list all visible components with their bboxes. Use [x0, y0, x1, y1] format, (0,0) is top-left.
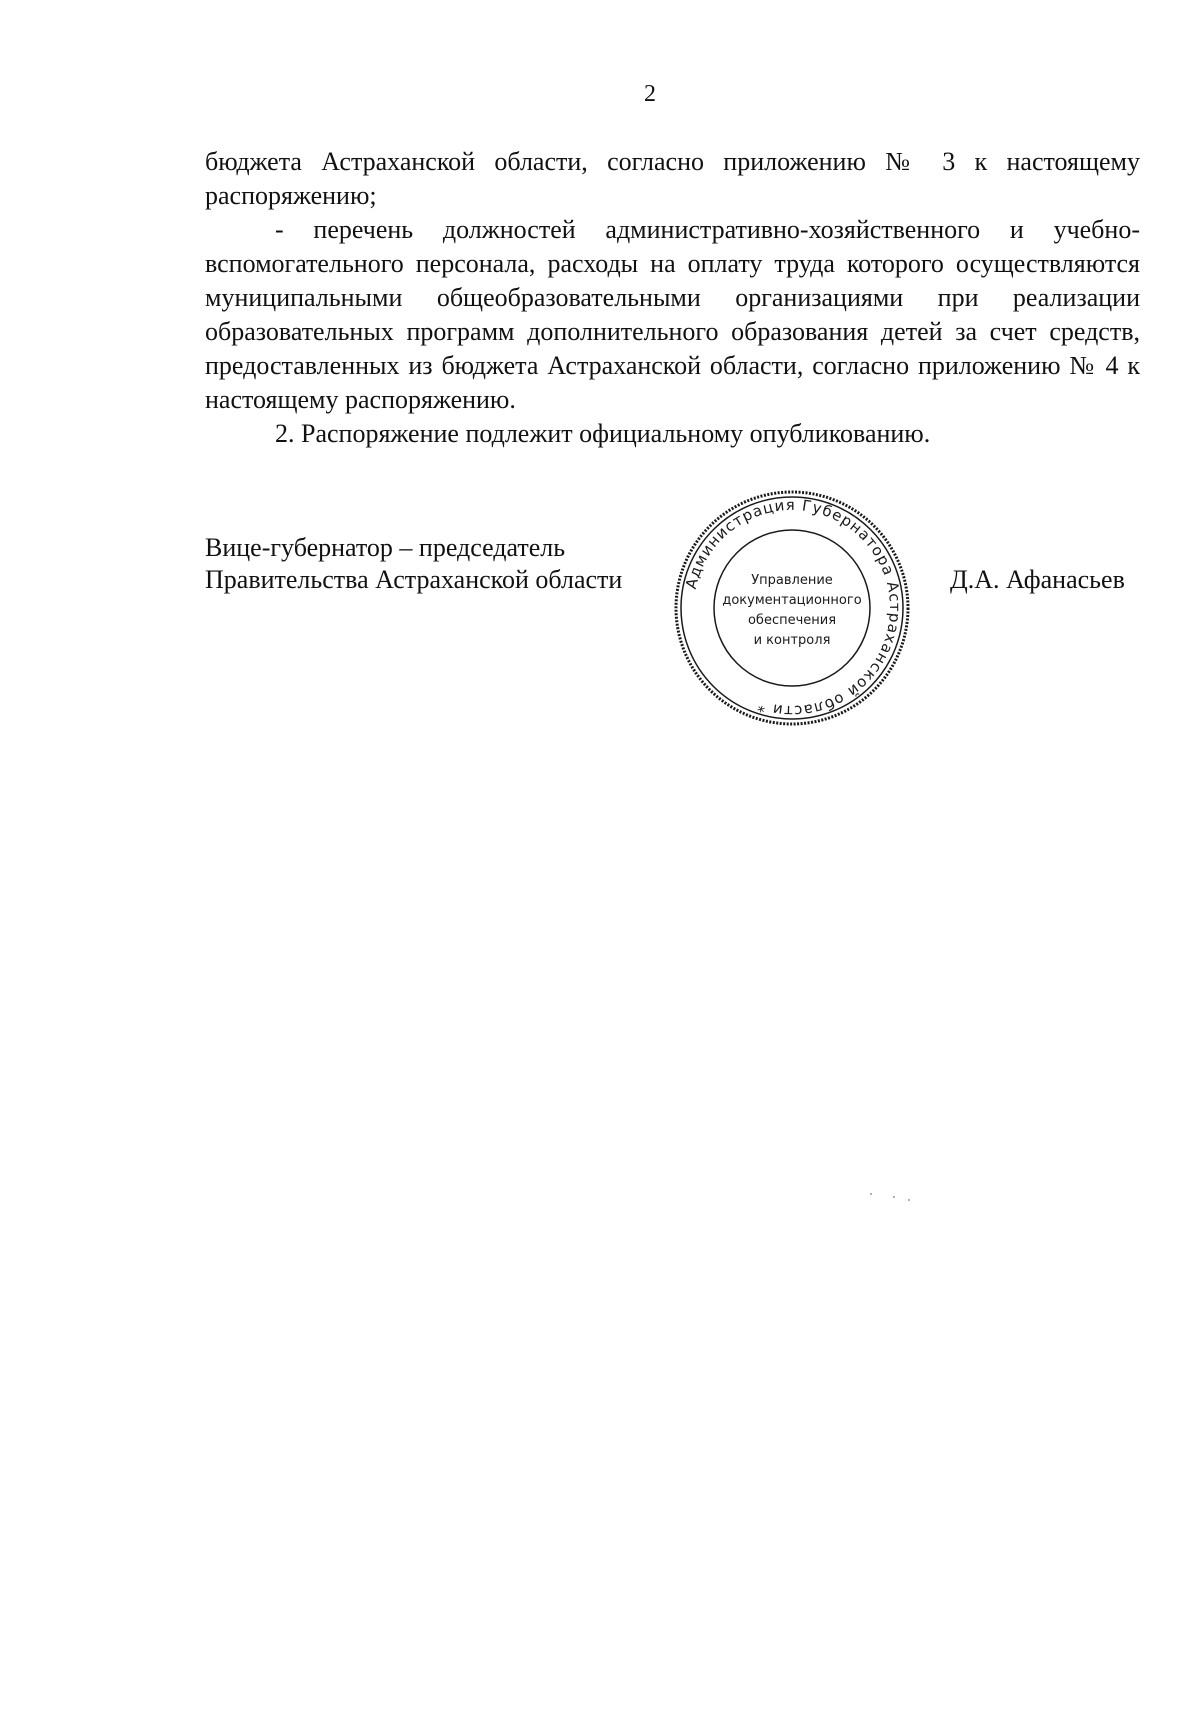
- paragraph-publication: 2. Распоряжение подлежит официальному опубликованию.: [275, 419, 931, 448]
- official-seal: [672, 488, 912, 728]
- signatory-position-line-2: Правительства Астраханской области: [205, 565, 623, 594]
- scan-speck: [893, 1196, 895, 1198]
- page-number: 2: [644, 81, 656, 107]
- scan-speck: [908, 1199, 910, 1201]
- signatory-name: Д.А. Афанасьев: [950, 565, 1125, 594]
- seal-ring-text: Администрация Губернатора Астраханской области *: [681, 495, 905, 721]
- signatory-position-line-1: Вице-губернатор – председатель: [205, 533, 566, 562]
- seal-center-line-1: Управление: [751, 573, 833, 588]
- seal-center-line-4: и контроля: [753, 633, 831, 648]
- seal-center-line-2: документационного: [722, 593, 862, 608]
- seal-inner-ring: [714, 530, 870, 686]
- paragraph-continuation: бюджета Астраханской области, согласно приложению № 3 к настоящему распоряжению;: [205, 147, 1140, 210]
- seal-outer-ring: [676, 492, 908, 724]
- signatory-position: [205, 532, 665, 596]
- scan-speck: [870, 1193, 872, 1195]
- seal-center-line-3: обеспечения: [747, 613, 837, 628]
- paragraph-list-item: - перечень должностей административно-хозяйственного и учебно-вспомогательного персонала, расходы на оплату труда которого осуществляются муниципальными общеобразовательными организациями при реализации образовательных программ дополнительного образования детей за счет средств, предоставленных из бюджета Астраханской области, согласно приложению № 4 к настоящему распоряжению.: [205, 215, 1140, 414]
- official-seal-graphic: [672, 488, 912, 728]
- document-body: [205, 145, 1140, 451]
